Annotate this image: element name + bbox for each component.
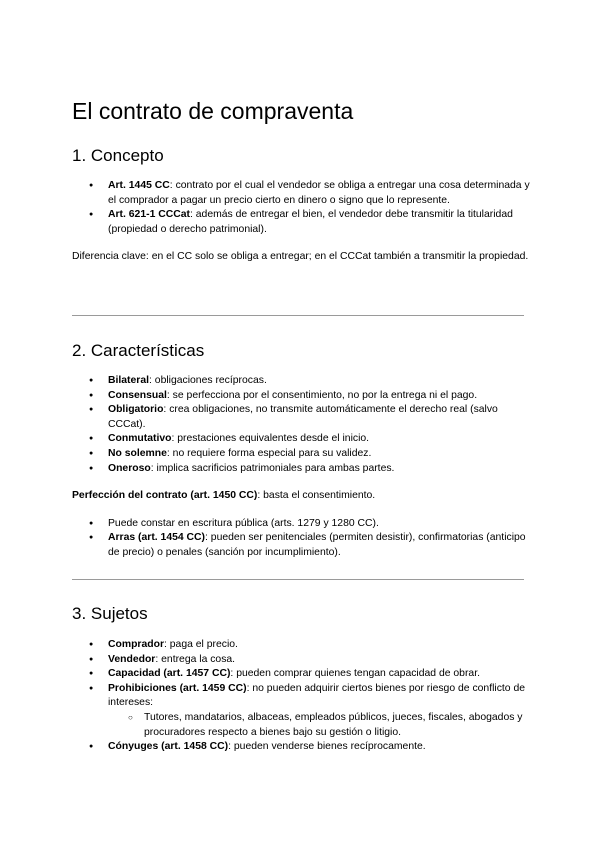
paragraph-diferencia: Diferencia clave: en el CC solo se obliga a entregar; en el CCCat también a transmitir la propiedad. [72, 251, 529, 263]
list-item: ● Prohibiciones (art. 1459 CC): no pueden adquirir ciertos bienes por riesgo de conflicto de intereses: ○ Tutores, mandatarios, albaceas, empleados públicos, jueces, fiscales, abogados y procuradores respecto a bienes bajo su gestión o litigio. [72, 682, 532, 740]
list-item: ● No solemne: no requiere forma especial para su validez. [72, 447, 532, 462]
list-item: ● Comprador: paga el precio. [72, 638, 532, 653]
horizontal-divider [72, 579, 524, 580]
section-heading-concepto: 1. Concepto [72, 146, 164, 165]
list-item: ● Cónyuges (art. 1458 CC): pueden venderse bienes recíprocamente. [72, 740, 532, 755]
list-item: ● Puede constar en escritura pública (arts. 1279 y 1280 CC). [72, 517, 532, 532]
sublist-item: ○ Tutores, mandatarios, albaceas, empleados públicos, jueces, fiscales, abogados y procuradores respecto a bienes bajo su gestión o litigio. [108, 711, 532, 740]
list-item: ● Art. 621-1 CCCat: además de entregar el bien, el vendedor debe transmitir la titularidad (propiedad o derecho patrimonial). [72, 208, 532, 237]
section-caracteristicas-body [72, 374, 532, 561]
list-item: ● Conmutativo: prestaciones equivalentes desde el inicio. [72, 432, 532, 447]
list-item: ● Obligatorio: crea obligaciones, no transmite automáticamente el derecho real (salvo CCCat). [72, 403, 532, 432]
list-item: ● Art. 1445 CC: contrato por el cual el vendedor se obliga a entregar una cosa determinada y el comprador a pagar un precio cierto en dinero o signo que lo represente. [72, 179, 532, 208]
sujetos-list [72, 638, 532, 755]
list-item: ● Capacidad (art. 1457 CC): pueden comprar quienes tengan capacidad de obrar. [72, 667, 532, 682]
prohibiciones-sublist [108, 711, 532, 740]
section-concepto-body [72, 179, 532, 265]
document-title: El contrato de compraventa [72, 98, 354, 124]
concepto-list [72, 179, 532, 237]
list-item: ● Vendedor: entrega la cosa. [72, 653, 532, 668]
paragraph-perfeccion: Perfección del contrato (art. 1450 CC): basta el consentimiento. [72, 490, 376, 502]
section-heading-caracteristicas: 2. Características [72, 341, 205, 360]
perfeccion-list [72, 517, 532, 561]
section-heading-sujetos: 3. Sujetos [72, 604, 148, 623]
horizontal-divider [72, 315, 524, 316]
list-item: ● Bilateral: obligaciones recíprocas. [72, 374, 532, 389]
list-item: ● Consensual: se perfecciona por el consentimiento, no por la entrega ni el pago. [72, 389, 532, 404]
caracteristicas-list [72, 374, 532, 476]
list-item: ● Oneroso: implica sacrificios patrimoniales para ambas partes. [72, 462, 532, 477]
section-sujetos-body [72, 638, 532, 755]
list-item: ● Arras (art. 1454 CC): pueden ser penitenciales (permiten desistir), confirmatorias (anticipo de precio) o penales (sanción por incumplimiento). [72, 531, 532, 560]
